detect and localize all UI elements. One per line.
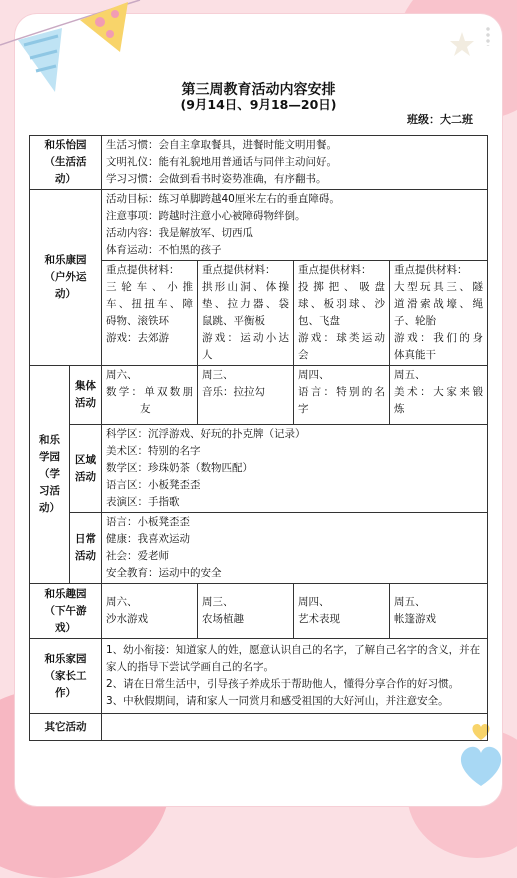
heart-icon xyxy=(455,740,507,790)
other-row xyxy=(30,714,488,741)
area-activity-label: 区域 活动 xyxy=(70,425,102,513)
group-day-cell: 周四、 语言：特别的名 字 xyxy=(294,366,390,425)
life-line: 文明礼仪：能有礼貌地用普通话与同伴主动问好。 xyxy=(106,156,337,168)
page-title: 第三周教育活动内容安排 xyxy=(181,82,336,98)
area-activity-row xyxy=(30,425,488,513)
group-day-cell: 周三、 音乐：拉拉勾 xyxy=(198,366,294,425)
group-day-cell: 周六、 数学：单双数朋 友 xyxy=(102,366,198,425)
materials-cell: 重点提供材料： 大型玩具三、隧 道滑索战壕、绳 子、轮胎 游戏：我们的身 体真能干 xyxy=(390,261,488,366)
home-note: 2、请在日常生活中，引导孩子养成乐于帮助他人，懂得分享合作的好习惯。 xyxy=(106,678,460,690)
area-activity-content: 科学区：沉浮游戏、好玩的扑克牌（记录） 美术区：特别的名字 数学区：珍珠奶茶（数物匹配） 语言区：小板凳歪歪 表演区：手指歌 xyxy=(102,425,488,513)
fun-row xyxy=(30,584,488,639)
materials-cell: 重点提供材料： 投掷把、吸盘 球、板羽球、沙 包、飞盘 游戏：球类运动 会 xyxy=(294,261,390,366)
outdoor-row xyxy=(30,190,488,261)
home-content xyxy=(102,639,488,714)
life-content xyxy=(102,136,488,190)
life-row xyxy=(30,136,488,190)
materials-cell: 重点提供材料： 拱形山洞、体操 垫、拉力器、袋 鼠跳、平衡板 游戏：运动小达 人 xyxy=(198,261,294,366)
fun-day-cell: 周六、 沙水游戏 xyxy=(102,584,198,639)
daily-activity-content: 语言：小板凳歪歪 健康：我喜欢运动 社会：爱老师 安全教育：运动中的安全 xyxy=(102,513,488,584)
life-label: 和乐怡园 （生活活 动） xyxy=(30,136,102,190)
other-label: 其它活动 xyxy=(30,714,102,741)
fun-day-cell: 周三、 农场植趣 xyxy=(198,584,294,639)
date-range: (9月14日、9月18—20日) xyxy=(180,97,337,112)
group-activity-label: 集体 活动 xyxy=(70,366,102,425)
life-line: 生活习惯：会自主拿取餐具，进餐时能文明用餐。 xyxy=(106,139,337,151)
life-line: 学习习惯：会做到看书时姿势准确，有序翻书。 xyxy=(106,173,327,185)
group-activity-row xyxy=(30,366,488,425)
fun-day-cell: 周四、 艺术表现 xyxy=(294,584,390,639)
materials-cell: 重点提供材料： 三轮车、小推 车、扭扭车、障 碍物、滚铁环 游戏：去郊游 xyxy=(102,261,198,366)
star-icon xyxy=(448,30,476,58)
class-label: 班级：大二班 xyxy=(407,113,473,126)
fun-day-cell: 周五、 帐篷游戏 xyxy=(390,584,488,639)
home-note: 3、中秋假期间，请和家人一同赏月和感受祖国的大好河山，并注意安全。 xyxy=(106,695,449,707)
outdoor-line: 体育运动：不怕黑的孩子 xyxy=(106,244,222,256)
fun-label: 和乐趣园 （下午游 戏） xyxy=(30,584,102,639)
daily-activity-row xyxy=(30,513,488,584)
outdoor-content xyxy=(102,190,488,261)
home-row xyxy=(30,639,488,714)
outdoor-line: 注意事项：跨越时注意小心被障碍物绊倒。 xyxy=(106,210,306,222)
outdoor-line: 活动目标：练习单脚跨越40厘米左右的垂直障碍。 xyxy=(106,193,340,205)
other-content xyxy=(102,714,488,741)
outdoor-label: 和乐康园 （户外运 动） xyxy=(30,190,102,366)
daily-activity-label: 日常 活动 xyxy=(70,513,102,584)
card-dots xyxy=(485,26,491,46)
home-note: 1、幼小衔接：知道家人的姓，愿意认识自己的名字，了解自己名字的含义，并在家人的指导下尝试学画自己的名字。 xyxy=(106,644,481,673)
home-label: 和乐家园 （家长工 作） xyxy=(30,639,102,714)
study-label: 和乐 学园 （学 习活 动） xyxy=(30,366,70,584)
schedule-table xyxy=(29,135,488,741)
outdoor-line: 活动内容：我是解放军、切西瓜 xyxy=(106,227,253,239)
group-day-cell: 周五、 美术：大家来锻 炼 xyxy=(390,366,488,425)
